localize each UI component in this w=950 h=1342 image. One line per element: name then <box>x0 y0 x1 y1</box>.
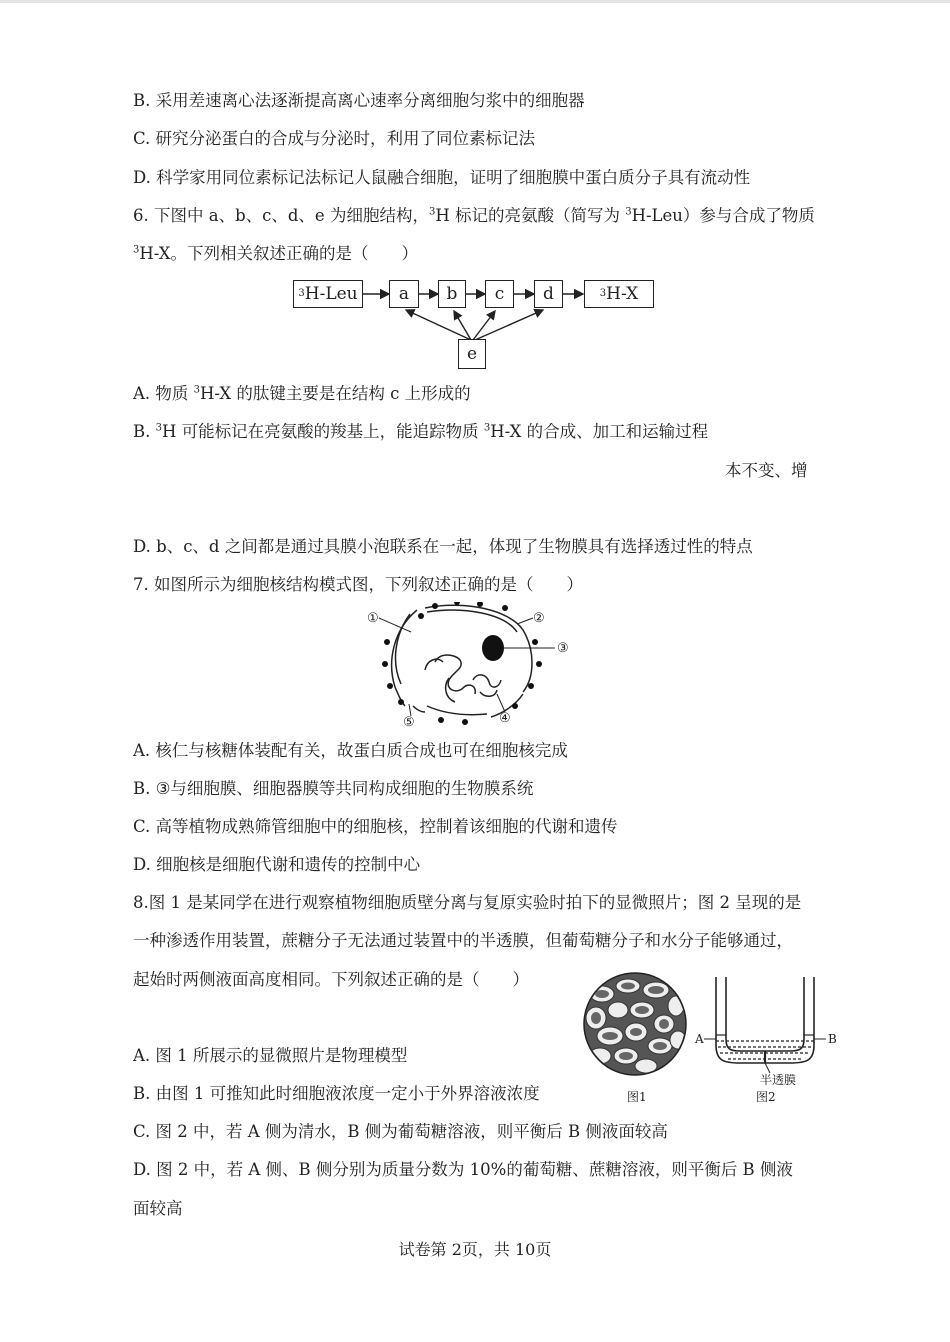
q8-option-c: C. 图 2 中，若 A 侧为清水，B 侧为葡萄糖溶液，则平衡后 B 侧液面较高 <box>133 1122 668 1141</box>
q8-option-d-line1: D. 图 2 中，若 A 侧、B 侧分别为质量分数为 10%的葡萄糖、蔗糖溶液，则平衡后 B 侧液 <box>133 1160 793 1179</box>
nucleus-label-3: ③ <box>557 641 569 656</box>
micrograph-drawing <box>580 972 690 1084</box>
nucleus-label-1: ① <box>367 611 379 626</box>
q7-stem: 7. 如图所示为细胞核结构模式图，下列叙述正确的是（ ） <box>133 575 583 594</box>
figure-2-osmosis-device <box>690 975 840 1105</box>
q8-option-a: A. 图 1 所展示的显微照片是物理模型 <box>133 1046 408 1065</box>
q6-stem-line2: $^3$H-X。下列相关叙述正确的是（ ） <box>133 244 418 263</box>
q5-option-b: B. 采用差速离心法逐渐提高离心速率分离细胞匀浆中的细胞器 <box>133 91 585 110</box>
q7-option-d: D. 细胞核是细胞代谢和遗传的控制中心 <box>133 855 421 874</box>
figure-2-caption: 图2 <box>756 1090 776 1104</box>
side-b-label: B <box>828 1032 837 1046</box>
box-c: c <box>485 280 514 308</box>
q6-stem-line1: 6. 下图中 a、b、c、d、e 为细胞结构，$^3$H 标记的亮氨酸（简写为 $^3$H-Leu）参与合成了物质 <box>133 206 815 225</box>
page-footer: 试卷第 2页，共 10页 <box>398 1240 552 1259</box>
box-d: d <box>534 280 563 308</box>
box-a: a <box>389 280 419 308</box>
q6-option-c-fragment: 本不变、增 <box>725 461 808 480</box>
u-tube-drawing <box>690 975 840 1075</box>
nucleus-figure <box>365 602 580 730</box>
box-e: e <box>458 339 486 369</box>
nucleus-label-2: ② <box>533 611 545 626</box>
q8-option-d-line2: 面较高 <box>133 1199 183 1218</box>
nucleus-label-5: ⑤ <box>403 715 415 730</box>
figure-1-caption: 图1 <box>627 1090 647 1104</box>
q7-option-b: B. ③与细胞膜、细胞器膜等共同构成细胞的生物膜系统 <box>133 779 534 798</box>
box-h-x: 3 H-X <box>584 280 654 308</box>
q7-option-a: A. 核仁与核糖体装配有关，故蛋白质合成也可在细胞核完成 <box>133 741 568 760</box>
q7-option-c: C. 高等植物成熟筛管细胞中的细胞核，控制着该细胞的代谢和遗传 <box>133 817 618 836</box>
q6-option-d: D. b、c、d 之间都是通过具膜小泡联系在一起，体现了生物膜具有选择透过性的特点 <box>133 537 753 556</box>
q8-option-b: B. 由图 1 可推知此时细胞液浓度一定小于外界溶液浓度 <box>133 1084 540 1103</box>
q6-option-b: B. $^3$H 可能标记在亮氨酸的羧基上，能追踪物质 $^3$H-X 的合成、加工和运输过程 <box>133 422 709 441</box>
nucleus-diagram <box>365 602 580 730</box>
q8-stem-line2: 一种渗透作用装置，蔗糖分子无法通过装置中的半透膜，但葡萄糖分子和水分子能够通过， <box>133 931 793 950</box>
side-a-label: A <box>695 1032 704 1046</box>
q8-stem-line3: 起始时两侧液面高度相同。下列叙述正确的是（ ） <box>133 970 529 989</box>
box-b: b <box>438 280 466 308</box>
q5-option-c: C. 研究分泌蛋白的合成与分泌时，利用了同位素标记法 <box>133 129 536 148</box>
figure-1-micrograph <box>580 972 690 1104</box>
q8-stem-line1: 8.图 1 是某同学在进行观察植物细胞质壁分离与复原实验时拍下的显微照片；图 2 呈现的是 <box>133 893 802 912</box>
q6-option-a: A. 物质 $^3$H-X 的肽键主要是在结构 c 上形成的 <box>133 384 471 403</box>
q6-flow-diagram <box>290 276 660 371</box>
q5-option-d: D. 科学家用同位素标记法标记人鼠融合细胞，证明了细胞膜中蛋白质分子具有流动性 <box>133 168 751 187</box>
membrane-label: 半透膜 <box>760 1073 797 1087</box>
top-divider <box>0 0 950 3</box>
nucleus-label-4: ④ <box>499 711 511 726</box>
box-h-leu: 3 H-Leu <box>293 280 363 308</box>
